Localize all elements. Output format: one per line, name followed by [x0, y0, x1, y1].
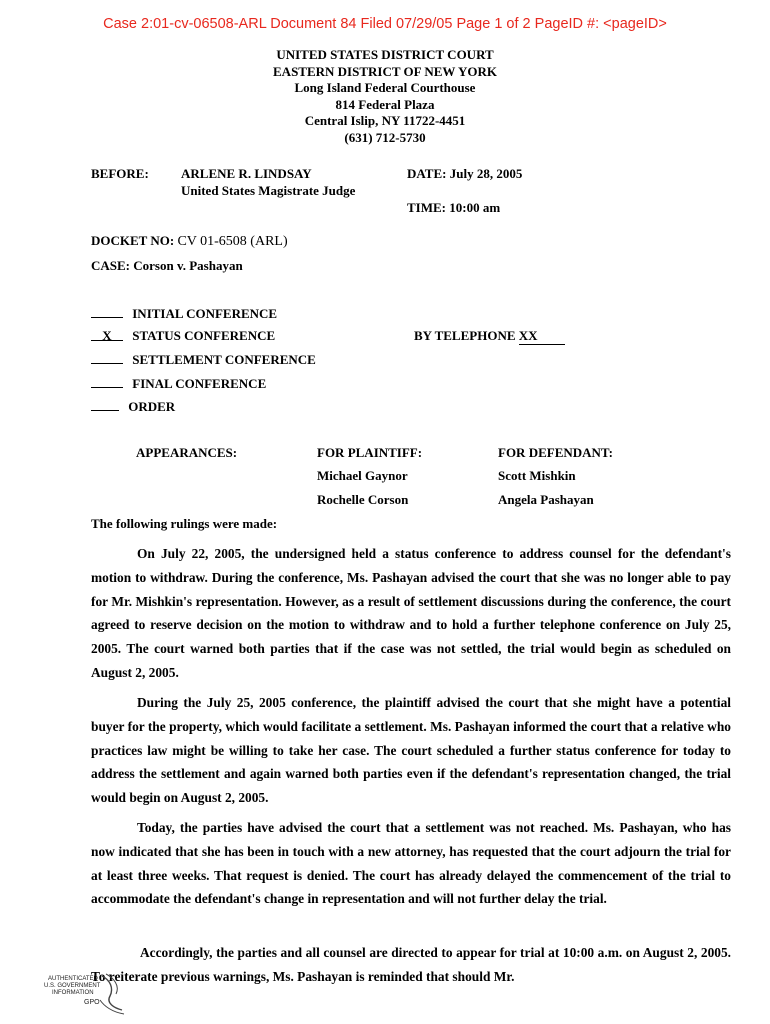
seal-line-1: AUTHENTICATED — [48, 976, 98, 982]
ruling-paragraph — [91, 941, 731, 989]
gpo-authentication-seal — [44, 970, 134, 1016]
seal-line-4: GPO — [84, 999, 100, 1006]
plaintiff-party: Rochelle Corson — [317, 492, 409, 507]
ruling-paragraph — [91, 816, 731, 911]
courthouse-phone: (631) 712-5730 — [344, 129, 426, 145]
plaintiff-counsel: Michael Gaynor — [317, 468, 408, 483]
defendant-label: FOR DEFENDANT: — [498, 445, 613, 460]
conference-item — [91, 398, 175, 415]
checkbox-blank — [91, 375, 123, 388]
case-header-banner: Case 2:01-cv-06508-ARL Document 84 Filed 07/29/05 Page 1 of 2 PageID #: <pageID> — [103, 16, 667, 32]
defendant-counsel: Scott Mishkin — [498, 468, 576, 483]
hearing-time: TIME: 10:00 am — [407, 200, 501, 215]
rulings-intro: The following rulings were made: — [91, 516, 278, 531]
conference-item — [91, 351, 316, 368]
docket-number: CV 01-6508 (ARL) — [177, 234, 288, 249]
court-address-block — [0, 47, 770, 147]
appearances-label: APPEARANCES: — [136, 445, 238, 460]
docket-label: DOCKET NO: — [91, 233, 175, 248]
hearing-date: DATE: July 28, 2005 — [407, 166, 523, 181]
conference-item — [91, 305, 277, 322]
defendant-party: Angela Pashayan — [498, 492, 594, 507]
ruling-paragraph — [91, 691, 731, 810]
court-name: UNITED STATES DISTRICT COURT — [276, 47, 494, 62]
before-label: BEFORE: — [91, 166, 149, 181]
telephone-line — [414, 328, 565, 345]
seal-line-3: INFORMATION — [52, 990, 94, 996]
ruling-paragraph — [91, 542, 731, 685]
telephone-label: BY TELEPHONE — [414, 328, 516, 343]
ruling-paragraph-2: During the July 25, 2005 conference, the plaintiff advised the court that she might have a potential buyer for the property, which would facilitate a settlement. Ms. Pashayan informed the court that a relative who practices law might be willing to take her case. The court scheduled a further status conference for today to address the settlement and again warned both parties even if the defendant's representation changed, the trial would begin on August 2, 2005. — [91, 695, 731, 806]
conference-item — [91, 375, 266, 392]
judge-name: ARLENE R. LINDSAY — [181, 166, 312, 181]
conference-label: FINAL CONFERENCE — [132, 376, 267, 391]
seal-line-2: U.S. GOVERNMENT — [44, 983, 101, 989]
conference-item — [91, 328, 275, 344]
ruling-paragraph-4: Accordingly, the parties and all counsel are directed to appear for trial at 10:00 a.m. on August 2, 2005. To reiterate previous warnings, Ms. Pashayan is reminded that should Mr. — [91, 945, 731, 984]
judge-title: United States Magistrate Judge — [181, 183, 356, 198]
checkbox-blank — [91, 398, 119, 411]
court-district: EASTERN DISTRICT OF NEW YORK — [273, 63, 497, 79]
checkbox-blank: X — [91, 328, 123, 341]
conference-label: STATUS CONFERENCE — [132, 328, 276, 343]
conference-label: SETTLEMENT CONFERENCE — [132, 352, 316, 367]
courthouse-name: Long Island Federal Courthouse — [294, 80, 476, 96]
plaintiff-label: FOR PLAINTIFF: — [317, 445, 423, 460]
checkbox-blank — [91, 351, 123, 364]
ruling-paragraph-1: On July 22, 2005, the undersigned held a status conference to address counsel for the defendant's motion to withdraw. During the conference, Ms. Pashayan advised the court that she was no longer able to pay for Mr. Mishkin's representation. However, as a result of settlement discussions during the conference, the court agreed to reserve decision on the motion to withdraw and to hold a further telephone conference on July 25, 2005. The court warned both parties that if the case was not settled, the trial would begin as scheduled on August 2, 2005. — [91, 546, 731, 680]
case-caption: CASE: Corson v. Pashayan — [91, 258, 243, 273]
courthouse-street: 814 Federal Plaza — [335, 96, 435, 112]
ruling-paragraph-3: Today, the parties have advised the court that a settlement was not reached. Ms. Pashayan, who has now indicated that she has been in touch with a new attorney, has requested that the court adjourn the trial for at least three weeks. That request is denied. The court has already delayed the commencement of the trial to accommodate the defendant's change in representation and will not further delay the trial. — [91, 820, 731, 907]
checkbox-blank — [91, 305, 123, 318]
telephone-value: XX — [519, 328, 565, 345]
docket-line — [91, 233, 288, 250]
conference-label: INITIAL CONFERENCE — [132, 306, 278, 321]
courthouse-city: Central Islip, NY 11722-4451 — [304, 113, 466, 129]
conference-label: ORDER — [128, 399, 176, 414]
